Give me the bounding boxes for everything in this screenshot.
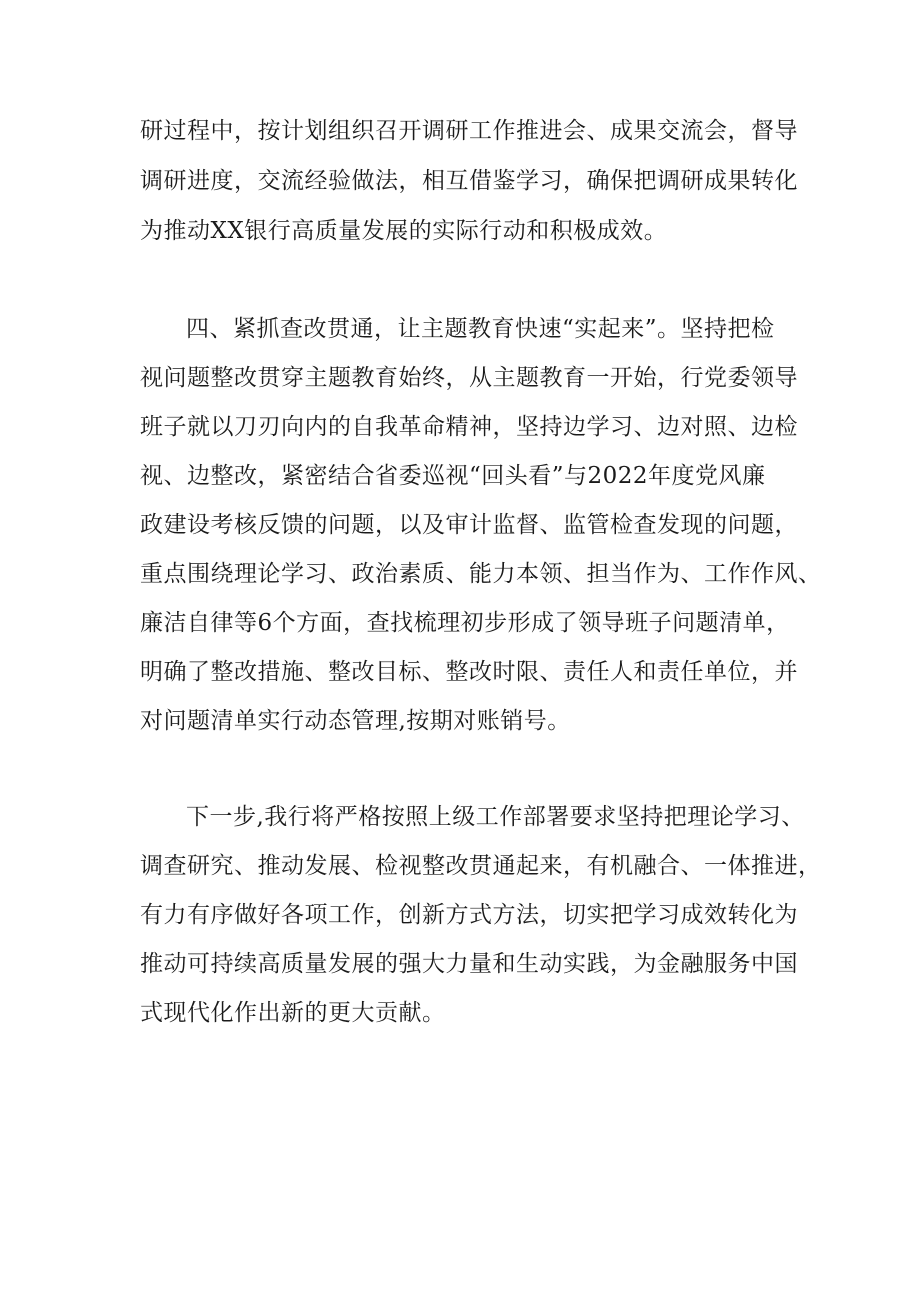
text-line: 式现代化作出新的更大贡献。 (140, 1000, 446, 1026)
text-line: 为推动XX银行高质量发展的实际行动和积极成效。 (140, 218, 668, 244)
text-line: 推动可持续高质量发展的强大力量和生动实践，为金融服务中国 (140, 951, 798, 977)
text-line: 四、紧抓查改贯通，让主题教育快速“实起来”。坚持把检 (186, 316, 775, 342)
text-line: 调查研究、推动发展、检视整改贯通起来，有机融合、一体推进， (140, 853, 822, 879)
text-line: 有力有序做好各项工作，创新方式方法，切实把学习成效转化为 (140, 902, 798, 928)
text-line: 下一步,我行将严格按照上级工作部署要求坚持把理论学习、 (186, 804, 805, 830)
text-line: 研过程中，按计划组织召开调研工作推进会、成果交流会，督导 (140, 118, 798, 144)
text-line: 对问题清单实行动态管理,按期对账销号。 (140, 708, 571, 734)
text-line: 视、边整改，紧密结合省委巡视“回头看”与2022年度党风廉 (140, 463, 766, 489)
text-line: 明确了整改措施、整改目标、整改时限、责任人和责任单位，并 (140, 659, 798, 685)
text-line: 重点围绕理论学习、政治素质、能力本领、担当作为、工作作风、 (140, 561, 822, 587)
text-line: 廉洁自律等6个方面，查找梳理初步形成了领导班子问题清单， (140, 610, 790, 636)
text-line: 班子就以刀刃向内的自我革命精神，坚持边学习、边对照、边检 (140, 414, 798, 440)
text-line: 政建设考核反馈的问题，以及审计监督、监管检查发现的问题， (140, 512, 798, 538)
text-line: 调研进度，交流经验做法，相互借鉴学习，确保把调研成果转化 (140, 168, 798, 194)
text-line: 视问题整改贯穿主题教育始终，从主题教育一开始，行党委领导 (140, 365, 798, 391)
